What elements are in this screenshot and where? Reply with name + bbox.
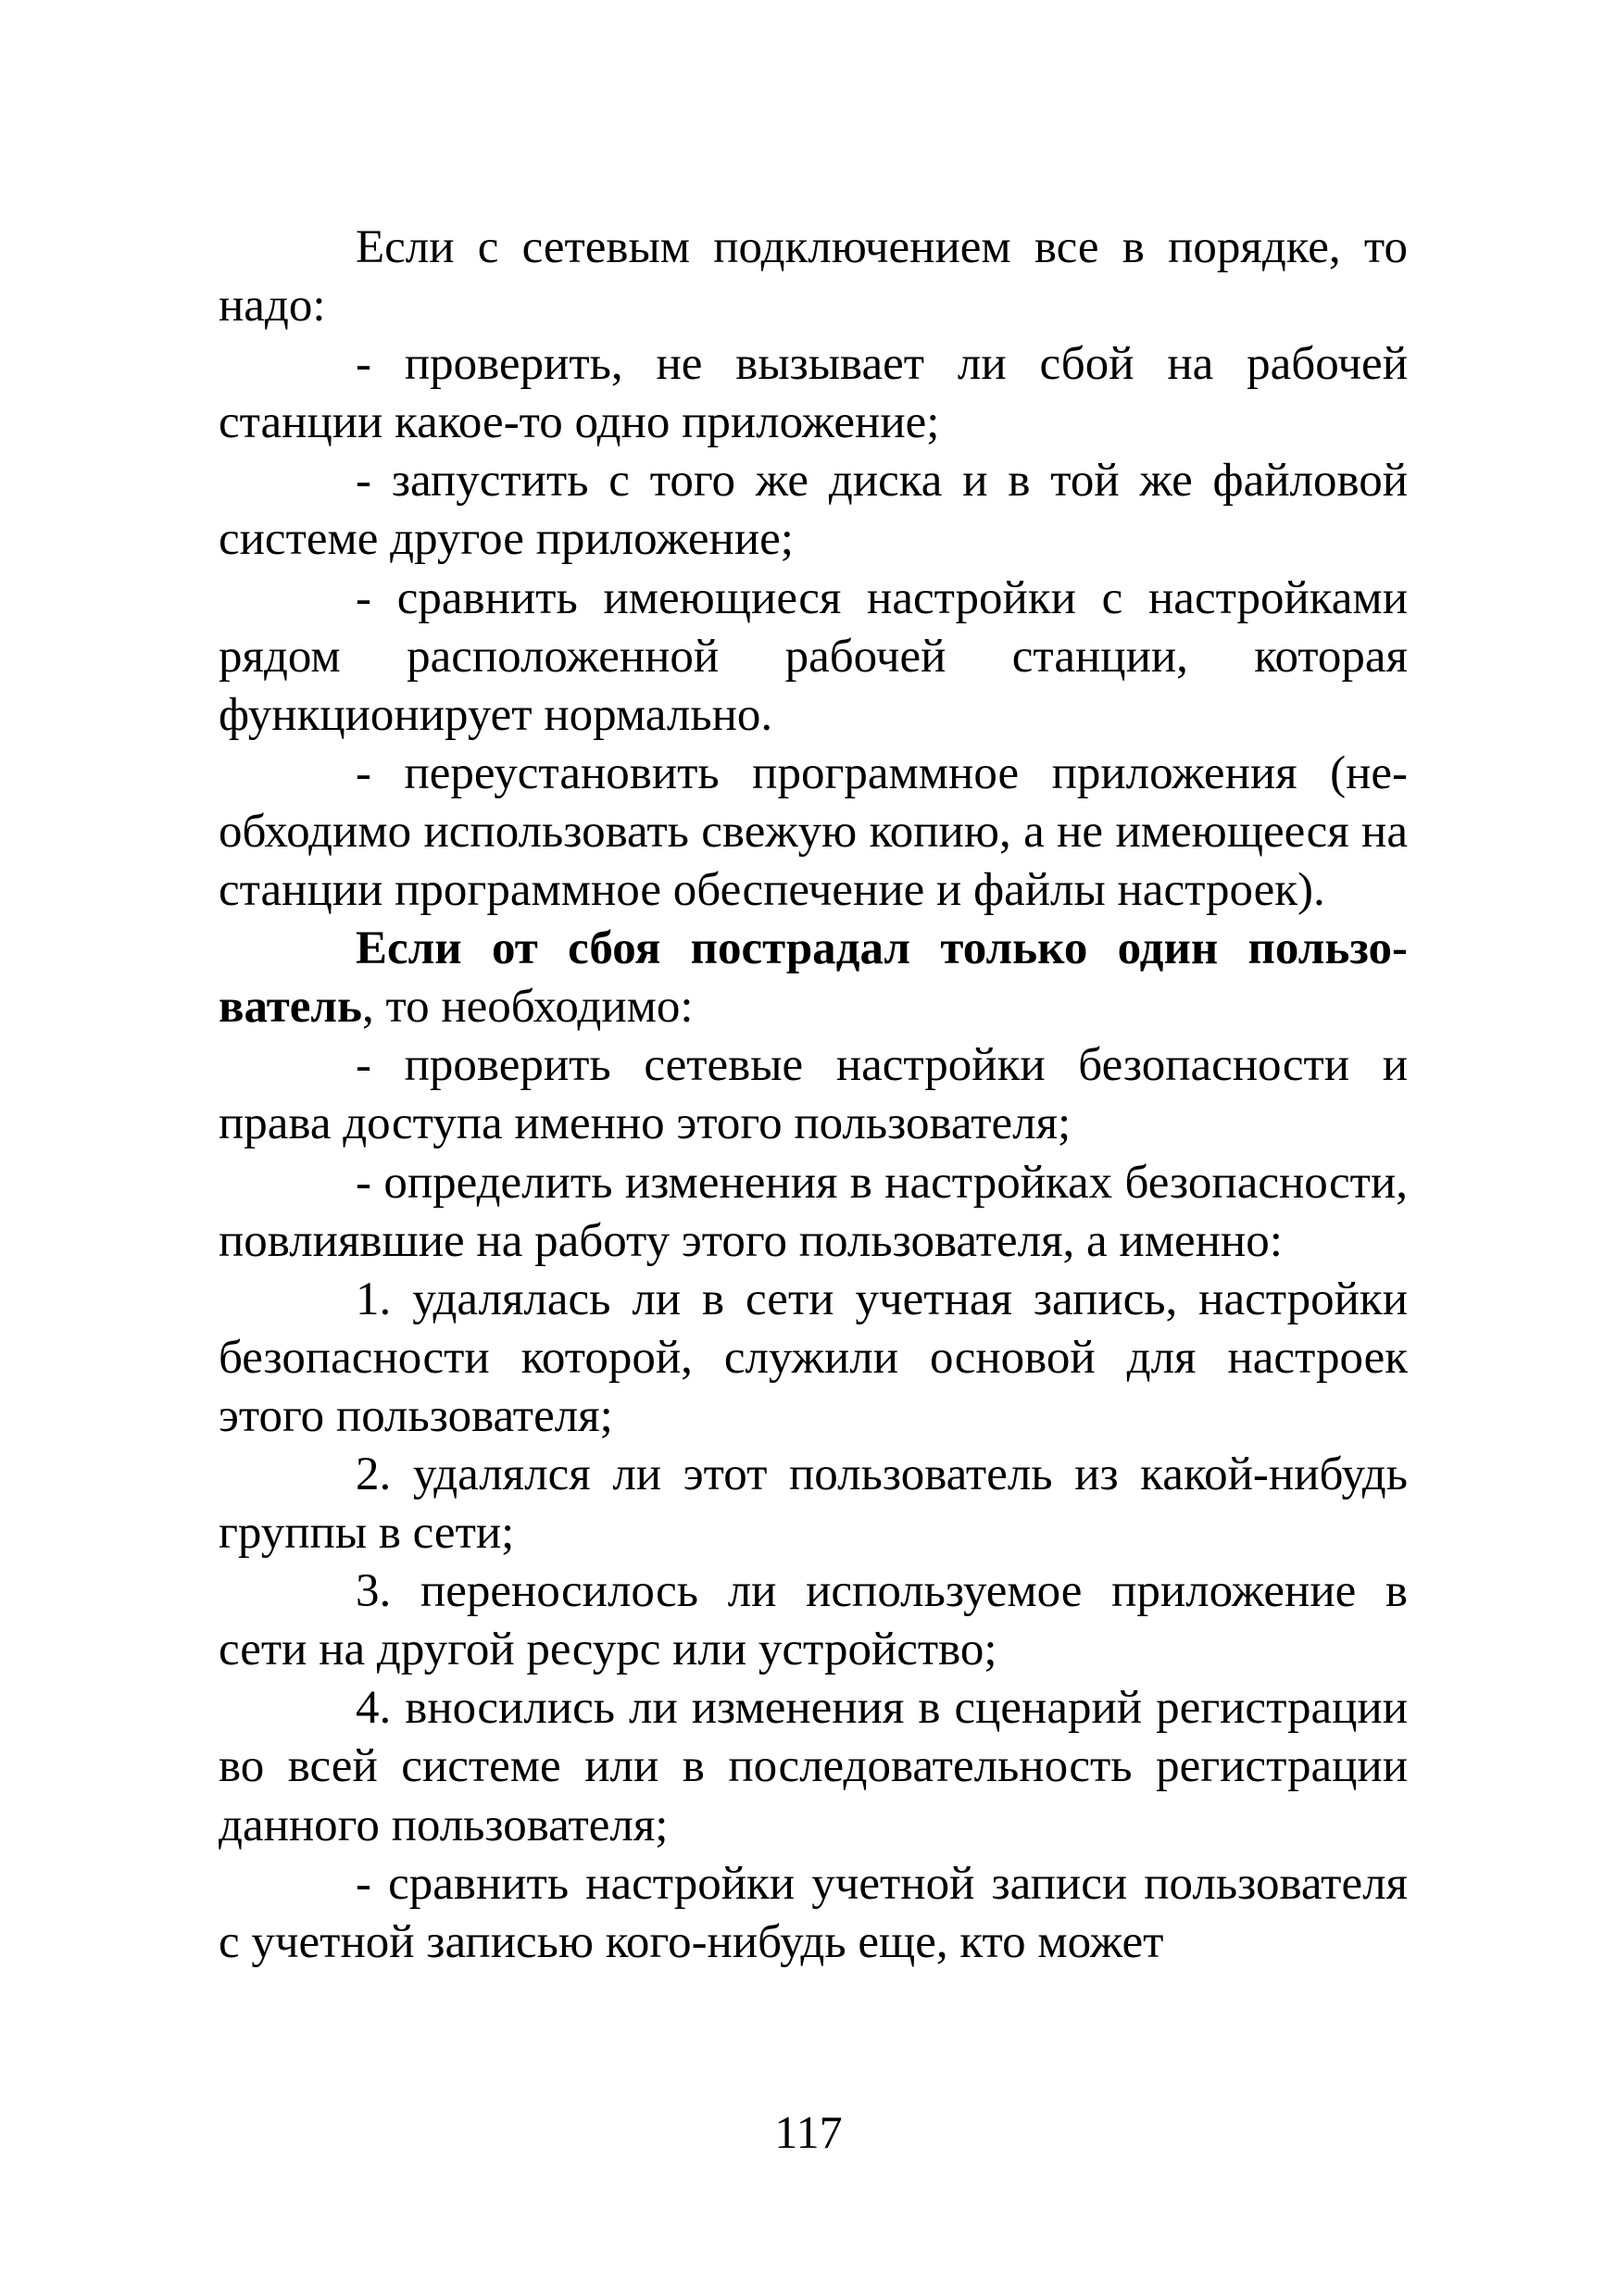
- paragraph-find-changes: - определить изменения в настройках безопасности, повлиявшие на работу этого пользователя, а именно:: [219, 1156, 1408, 1267]
- paragraph-compare-settings: - сравнить имеющиеся настройки с настройками рядом расположенной рабочей станции, которая функционирует нормально.: [219, 571, 1408, 741]
- paragraph-run-other-app: - запустить с того же диска и в той же файловой системе другое приложение;: [219, 455, 1408, 566]
- one-user-continuation: , то необходимо:: [362, 981, 694, 1034]
- paragraph-one-user: [219, 920, 1408, 1036]
- list-item-3: 3. переносилось ли используемое приложение в сети на другой ресурс или устройство;: [219, 1565, 1408, 1676]
- list-item-1: 1. удалялась ли в сети учетная запись, настройки безопасности которой, служили основой для настроек этого пользователя;: [219, 1273, 1408, 1442]
- list-item-2: 2. удалялся ли этот пользователь из какой-нибудь группы в сети;: [219, 1448, 1408, 1560]
- body-text: [219, 219, 1408, 1972]
- one-user-heading: Если от сбоя пострадал только один пользователь: [219, 922, 1408, 1034]
- paragraph-compare-account: - сравнить настройки учетной записи пользователя с учетной записью кого-нибудь еще, кто может: [219, 1857, 1408, 1968]
- page-number: 117: [774, 2106, 843, 2158]
- paragraph-check-security: - проверить сетевые настройки безопасности и права доступа именно этого пользователя;: [219, 1039, 1408, 1150]
- paragraph-network-ok: Если с сетевым подключением все в порядке, то надо:: [219, 221, 1408, 332]
- list-item-4: 4. вносились ли изменения в сценарий регистрации во всей системе или в последовательность регистрации данного пользователя;: [219, 1682, 1408, 1851]
- paragraph-check-app: - проверить, не вызывает ли сбой на рабочей станции какое-то одно приложение;: [219, 338, 1408, 449]
- paragraph-reinstall: - переустановить программное приложения (необходимо использовать свежую копию, а не имеющееся на станции программное обеспечение и файлы настроек).: [219, 747, 1408, 917]
